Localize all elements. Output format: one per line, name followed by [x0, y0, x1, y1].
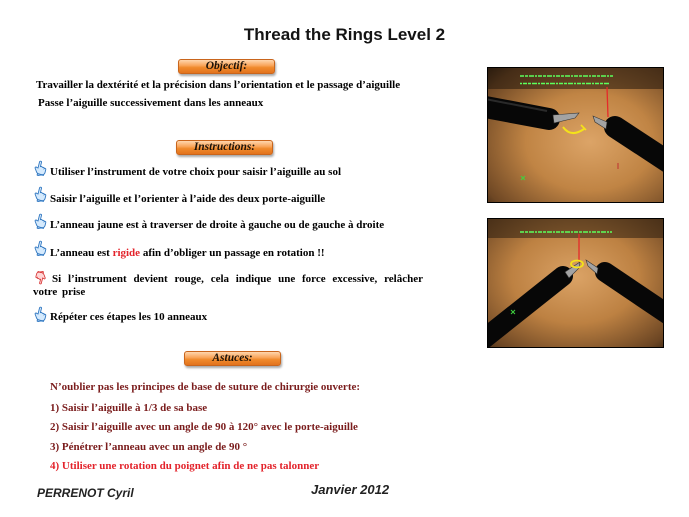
date-label: Janvier 2012 — [311, 482, 390, 497]
thumbs-down-icon — [33, 271, 48, 285]
left-instrument — [487, 105, 549, 119]
objectif-line: Travailler la dextérité et la précision dans l’orientation et le passage d’aiguille — [36, 79, 401, 91]
instruction-item-warning — [33, 271, 423, 299]
author-name: PERRENOT Cyril — [37, 486, 134, 500]
instruction-text-before: L’anneau est — [50, 247, 113, 259]
instruction-text: Si l’instrument devient rouge, cela indique une force excessive, relâcher votre prise — [33, 273, 423, 298]
astuce-tip: 1) Saisir l’aiguille à 1/3 de sa base — [50, 402, 208, 414]
slide-title: Thread the Rings Level 2 — [243, 25, 446, 44]
instruction-text — [50, 247, 325, 260]
astuce-tip: 2) Saisir l’aiguille avec un angle de 90 à 120° avec le porte-aiguille — [50, 421, 358, 433]
overlay-band — [487, 67, 664, 89]
astuces-intro: N’oublier pas les principes de base de suture de chirurgie ouverte: — [50, 381, 361, 393]
objectif-line: Passe l’aiguille successivement dans les anneaux — [38, 97, 264, 109]
pointing-hand-icon — [33, 160, 48, 176]
instruction-text: L’anneau jaune est à traverser de droite à gauche ou de gauche à droite — [50, 219, 385, 231]
simulator-screenshot-1 — [487, 67, 664, 203]
instruction-text: Utiliser l’instrument de votre choix pour saisir l’aiguille au sol — [50, 166, 341, 178]
simulator-scene — [487, 218, 664, 348]
pointing-hand-icon — [33, 306, 48, 322]
simulator-scene — [487, 67, 664, 203]
highlight-word: rigide — [112, 247, 141, 259]
overlay-band — [487, 218, 664, 238]
instructions-badge: Instructions: — [176, 140, 273, 155]
instruction-text: Saisir l’aiguille et l’orienter à l’aide des deux porte-aiguille — [50, 193, 326, 205]
instruction-text: Répéter ces étapes les 10 anneaux — [50, 311, 208, 323]
pointing-hand-icon — [33, 213, 48, 229]
simulator-screenshot-2 — [487, 218, 664, 348]
pointing-hand-icon — [33, 186, 48, 202]
astuces-badge: Astuces: — [184, 351, 281, 366]
astuce-tip: 3) Pénétrer l’anneau avec un angle de 90 ° — [50, 441, 248, 453]
pointing-hand-icon — [33, 240, 48, 256]
objectif-badge: Objectif: — [178, 59, 275, 74]
astuce-tip: 4) Utiliser une rotation du poignet afin de ne pas talonner — [50, 460, 320, 472]
instruction-text-after: afin d’obliger un passage en rotation !! — [140, 247, 325, 259]
